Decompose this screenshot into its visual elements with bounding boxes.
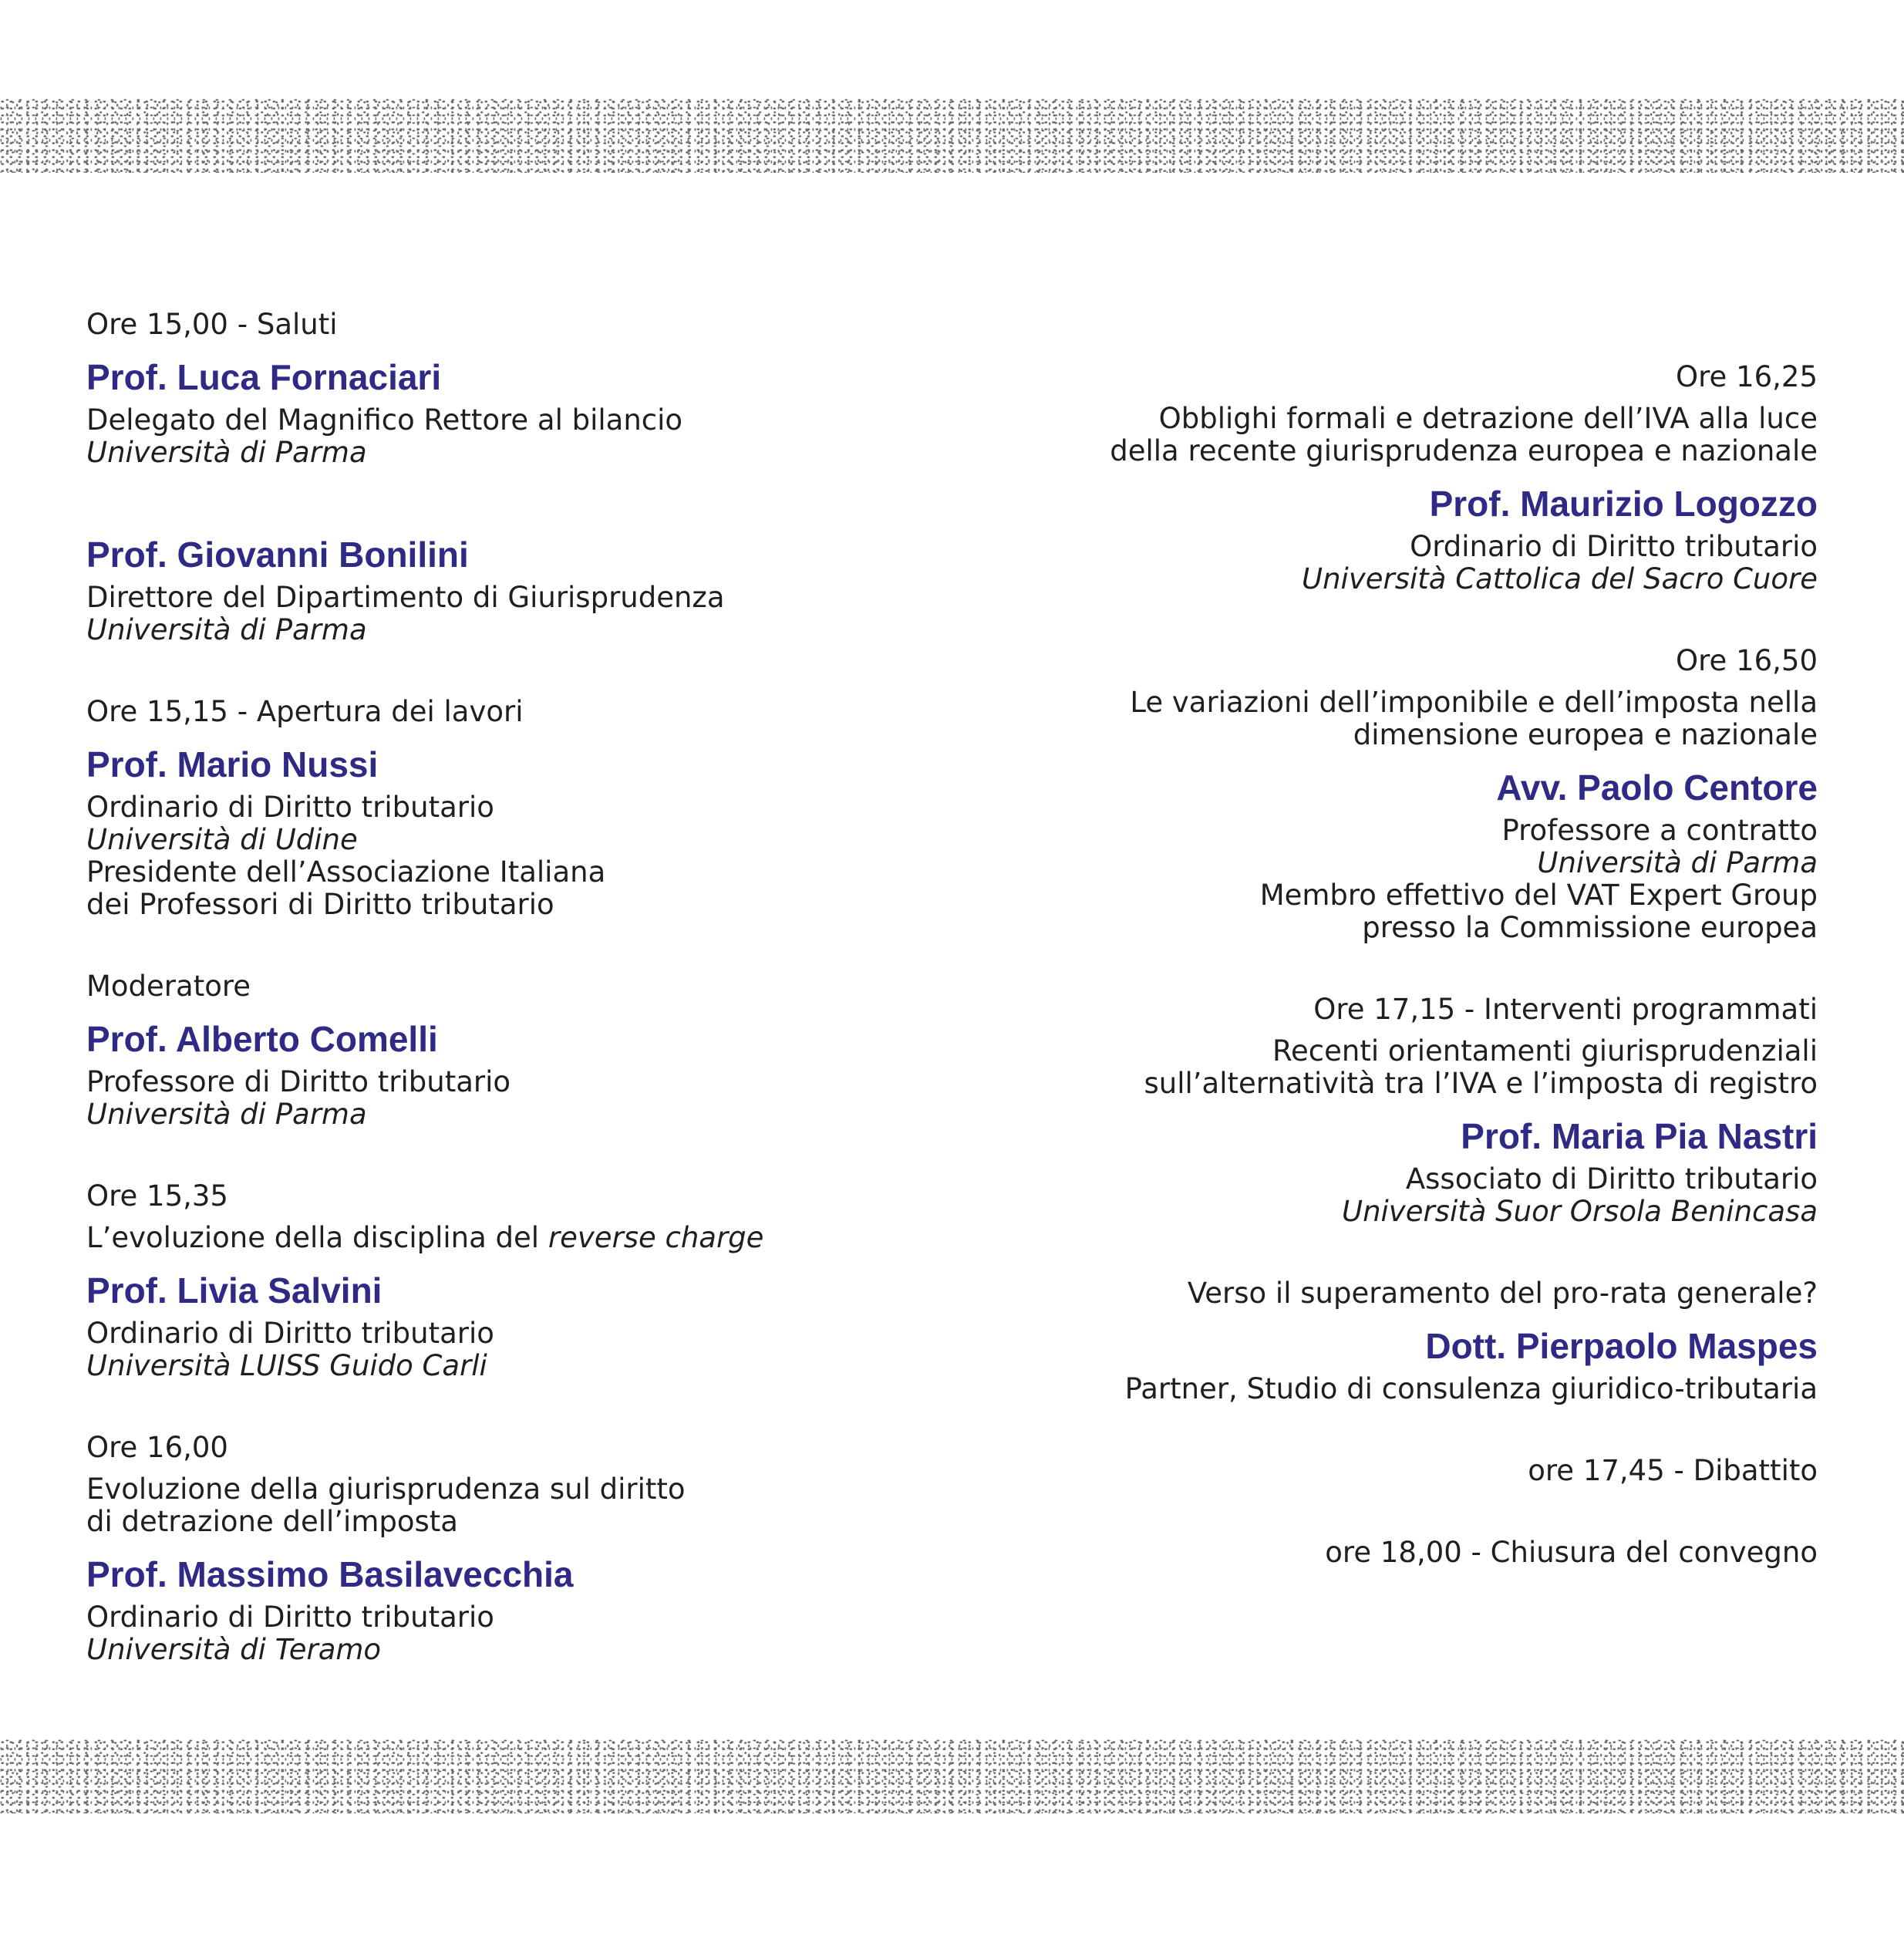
- speaker-extra: dei Professori di Diritto tributario: [86, 888, 554, 921]
- speaker-affiliation: Università di Parma: [86, 613, 367, 646]
- talk-title: Obblighi formali e detrazione dell’IVA alla luce: [1158, 402, 1818, 435]
- program-left-column: [86, 309, 935, 1666]
- speaker-extra: Membro effettivo del VAT Expert Group: [1259, 879, 1818, 912]
- time-slot: Ore 15,00 - Saluti: [86, 308, 338, 341]
- speaker-extra: Presidente dell’Associazione Italiana: [86, 855, 606, 889]
- time-slot: Ore 16,00: [86, 1431, 228, 1464]
- talk-title: [86, 1222, 935, 1254]
- speaker-name: Prof. Luca Fornaciari: [86, 357, 442, 397]
- speaker-name: Prof. Massimo Basilavecchia: [86, 1554, 574, 1594]
- time-slot: Ore 16,50: [1676, 644, 1818, 677]
- speaker-role: Ordinario di Diritto tributario: [86, 1601, 494, 1634]
- time-slot: Ore 15,15 - Apertura dei lavori: [86, 695, 524, 728]
- speaker-affiliation: Università Cattolica del Sacro Cuore: [1302, 562, 1818, 595]
- moderator-label: Moderatore: [86, 970, 251, 1003]
- talk-title: di detrazione dell’imposta: [86, 1505, 458, 1538]
- closing-time: ore 18,00 - Chiusura del convegno: [1325, 1536, 1818, 1569]
- talk-title: Verso il superamento del pro-rata generale?: [1187, 1277, 1818, 1310]
- time-slot: Ore 15,35: [86, 1179, 228, 1213]
- speaker-name: Prof. Maurizio Logozzo: [1429, 484, 1818, 524]
- time-slot: Ore 16,25: [1676, 360, 1818, 393]
- talk-title: Le variazioni dell’imponibile e dell’imposta nella: [1130, 686, 1818, 719]
- talk-title: Evoluzione della giurisprudenza sul diritto: [86, 1473, 686, 1506]
- speaker-role: Direttore del Dipartimento di Giurisprudenza: [86, 581, 725, 614]
- speaker-affiliation: Università di Parma: [86, 436, 367, 469]
- speaker-role: Ordinario di Diritto tributario: [1410, 530, 1818, 563]
- talk-title: dimensione europea e nazionale: [1353, 718, 1818, 751]
- speaker-role: Ordinario di Diritto tributario: [86, 1317, 494, 1350]
- speaker-extra: presso la Commissione europea: [1362, 911, 1818, 944]
- speaker-name: Prof. Livia Salvini: [86, 1270, 382, 1311]
- speaker-role: Professore di Diritto tributario: [86, 1065, 511, 1098]
- speaker-affiliation: Università Suor Orsola Benincasa: [1342, 1195, 1818, 1228]
- decorative-pattern-top: [0, 99, 1904, 173]
- speaker-name: Prof. Maria Pia Nastri: [1461, 1116, 1818, 1156]
- speaker-role: Ordinario di Diritto tributario: [86, 791, 494, 824]
- speaker-name: Prof. Giovanni Bonilini: [86, 535, 469, 575]
- speaker-affiliation: Università di Teramo: [86, 1633, 382, 1666]
- debate-time: ore 17,45 - Dibattito: [1528, 1454, 1818, 1487]
- program-right-column: [931, 361, 1818, 1569]
- speaker-affiliation: Università LUISS Guido Carli: [86, 1349, 487, 1382]
- speaker-affiliation: Università di Udine: [86, 823, 358, 856]
- speaker-name: Prof. Mario Nussi: [86, 744, 379, 784]
- speaker-name: Avv. Paolo Centore: [1496, 767, 1818, 808]
- talk-title: sull’alternatività tra l’IVA e l’imposta di registro: [1144, 1067, 1818, 1100]
- speaker-role: Associato di Diritto tributario: [1405, 1162, 1818, 1196]
- time-slot: Ore 17,15 - Interventi programmati: [1313, 993, 1818, 1026]
- speaker-name: Prof. Alberto Comelli: [86, 1019, 438, 1059]
- talk-title: Recenti orientamenti giurisprudenziali: [1272, 1034, 1818, 1068]
- talk-title-italic: reverse charge: [548, 1221, 764, 1254]
- speaker-affiliation: Università di Parma: [1537, 846, 1818, 879]
- speaker-role: Partner, Studio di consulenza giuridico-tributaria: [1124, 1372, 1818, 1405]
- talk-title-text: L’evoluzione della disciplina del: [86, 1221, 548, 1254]
- talk-title: della recente giurisprudenza europea e nazionale: [1110, 434, 1818, 467]
- speaker-role: Delegato del Magnifico Rettore al bilancio: [86, 403, 683, 437]
- speaker-role: Professore a contratto: [1501, 814, 1818, 847]
- speaker-name: Dott. Pierpaolo Maspes: [1425, 1326, 1818, 1366]
- decorative-pattern-bottom: [0, 1739, 1904, 1813]
- speaker-affiliation: Università di Parma: [86, 1098, 367, 1131]
